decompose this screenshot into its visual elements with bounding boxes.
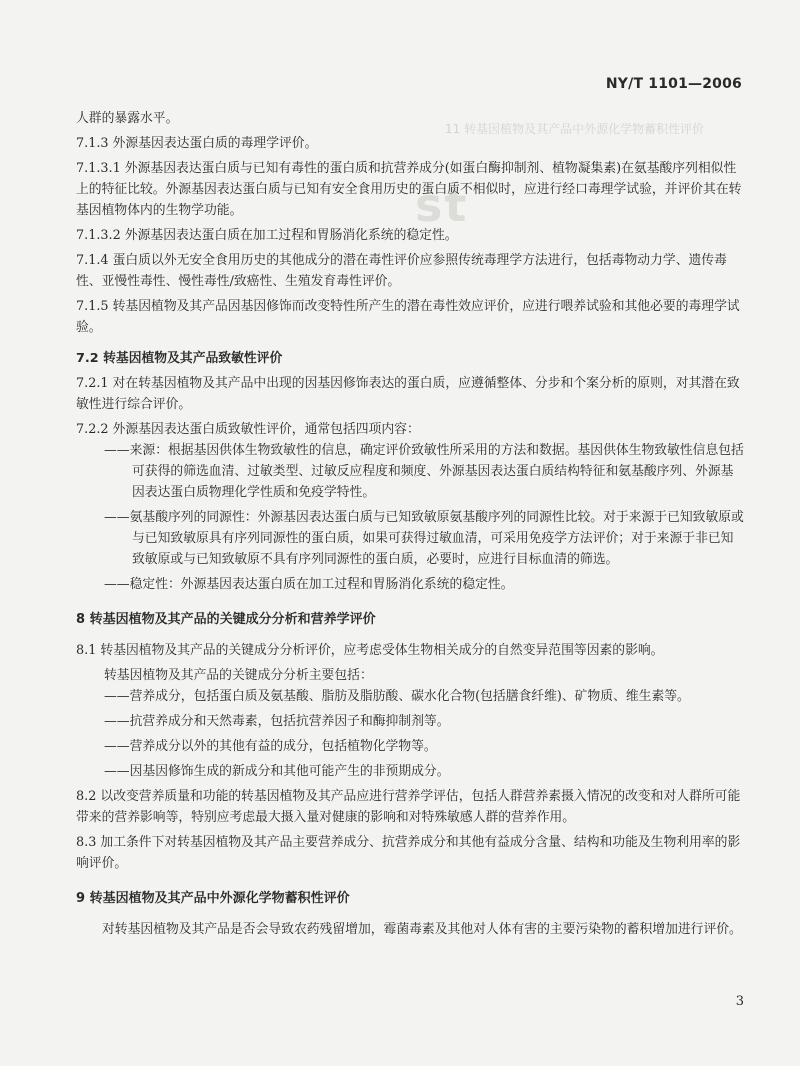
list-item-source: ——来源：根据基因供体生物致敏性的信息，确定评价致敏性所采用的方法和数据。基因供体生物致敏性信息包括可获得的筛选血清、过敏类型、过敏反应程度和频度、外源基因表达蛋白质结构特征和氨基酸序列、外源基因表达蛋白质物理化学性质和免疫学特性。 xyxy=(104,443,744,500)
clause-7-1-3-1: 7.1.3.1 外源基因表达蛋白质与已知有毒性的蛋白质和抗营养成分(如蛋白酶抑制剂、植物凝集素)在氨基酸序列相似性上的特征比较。外源基因表达蛋白质与已知有安全食用历史的蛋白质不相似时，应进行经口毒理学试验，并评价其在转基因植物体内的生物学功能。 xyxy=(76,161,742,218)
clause-8-2: 8.2 以改变营养质量和功能的转基因植物及其产品应进行营养学评估，包括人群营养素摄入情况的改变和对人群所可能带来的营养影响等，特别应考虑最大摄入量对健康的影响和对特殊敏感人群的营养作用。 xyxy=(76,789,741,825)
paragraph: 人群的暴露水平。 xyxy=(76,111,179,126)
clause-7-2-1: 7.2.1 对在转基因植物及其产品中出现的因基因修饰表达的蛋白质，应遵循整体、分步和个案分析的原则，对其潜在致敏性进行综合评价。 xyxy=(76,376,740,412)
watermark: st xyxy=(415,178,469,232)
clause-8-1: 8.1 转基因植物及其产品的关键成分分析评价，应考虑受体生物相关成分的自然变异范围等因素的影响。 xyxy=(76,643,664,658)
list-item-stability: ——稳定性：外源基因表达蛋白质在加工过程和胃肠消化系统的稳定性。 xyxy=(104,577,514,592)
page-number: 3 xyxy=(735,994,744,1009)
clause-7-2-2: 7.2.2 外源基因表达蛋白质致敏性评价，通常包括四项内容： xyxy=(76,422,420,437)
document-body xyxy=(76,108,744,940)
list-item-antinutrients: ——抗营养成分和天然毒素，包括抗营养因子和酶抑制剂等。 xyxy=(104,714,450,729)
list-item-homology: ——氨基酸序列的同源性：外源基因表达蛋白质与已知致敏原氨基酸序列的同源性比较。对于来源于已知致敏原或与已知致敏原具有序列同源性的蛋白质，如果可获得过敏血清，可采用免疫学方法评价；对于来源于非已知致敏原或与已知致敏原不具有序列同源性的蛋白质，必要时，应进行目标血清的筛选。 xyxy=(104,510,744,567)
clause-8-3: 8.3 加工条件下对转基因植物及其产品主要营养成分、抗营养成分和其他有益成分含量、结构和功能及生物利用率的影响评价。 xyxy=(76,835,741,871)
section-heading-8: 8 转基因植物及其产品的关键成分分析和营养学评价 xyxy=(76,612,376,627)
paragraph: 对转基因植物及其产品是否会导致农药残留增加，霉菌毒素及其他对人体有害的主要污染物的蓄积增加进行评价。 xyxy=(102,922,742,937)
bleed-through-text: 11 转基因植物及其产品中外源化学物蓄积性评价 xyxy=(445,122,705,136)
section-heading-9: 9 转基因植物及其产品中外源化学物蓄积性评价 xyxy=(76,891,350,906)
list-item-other-beneficial: ——营养成分以外的其他有益的成分，包括植物化学物等。 xyxy=(104,739,437,754)
clause-7-1-5: 7.1.5 转基因植物及其产品因基因修饰而改变特性所产生的潜在毒性效应评价，应进行喂养试验和其他必要的毒理学试验。 xyxy=(76,299,740,335)
section-heading-7-2: 7.2 转基因植物及其产品致敏性评价 xyxy=(76,351,283,366)
standard-number: NY/T 1101—2006 xyxy=(605,76,742,92)
paragraph: 转基因植物及其产品的关键成分分析主要包括： xyxy=(104,668,373,683)
clause-7-1-4: 7.1.4 蛋白质以外无安全食用历史的其他成分的潜在毒性评价应参照传统毒理学方法进行，包括毒物动力学、遗传毒性、亚慢性毒性、慢性毒性/致癌性、生殖发育毒性评价。 xyxy=(76,253,727,289)
list-item-new-components: ——因基因修饰生成的新成分和其他可能产生的非预期成分。 xyxy=(104,764,450,779)
clause-7-1-3-2: 7.1.3.2 外源基因表达蛋白质在加工过程和胃肠消化系统的稳定性。 xyxy=(76,228,458,243)
list-item-nutrients: ——营养成分，包括蛋白质及氨基酸、脂肪及脂肪酸、碳水化合物(包括膳食纤维)、矿物质、维生素等。 xyxy=(104,689,690,704)
clause-7-1-3: 7.1.3 外源基因表达蛋白质的毒理学评价。 xyxy=(76,136,318,151)
